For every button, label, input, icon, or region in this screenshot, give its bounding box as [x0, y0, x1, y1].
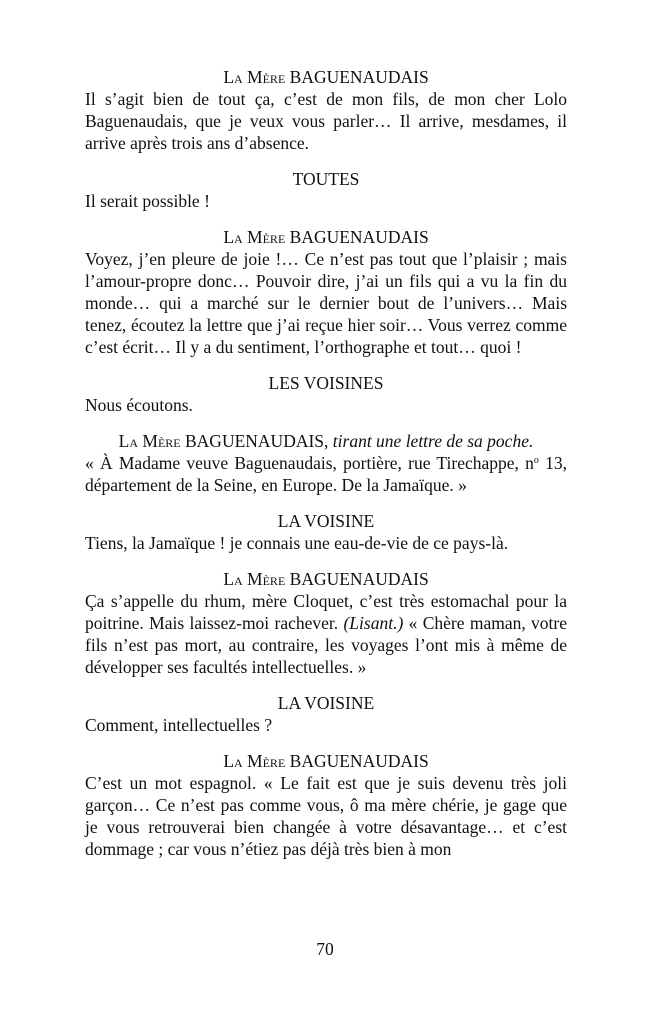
stage-direction: (Lisant.): [343, 613, 404, 633]
speaker-heading: [85, 168, 567, 190]
speaker-heading: [85, 430, 567, 452]
speech-text-part: 13, département de la Seine, en Europe. De la Jamaïque. »: [85, 453, 568, 495]
speaker-heading: [85, 692, 567, 714]
speech-text: Comment, intellectuelles ?: [85, 715, 273, 735]
speech-text: Il serait possible !: [85, 191, 210, 211]
dialogue-block: [85, 510, 567, 554]
speaker-name: LA VOISINE: [277, 511, 375, 531]
speaker-heading: [85, 66, 567, 88]
speaker-name: BAGUENAUDAIS,: [185, 431, 329, 451]
speaker-prefix: La Mère: [223, 751, 286, 771]
dialogue-block: [85, 372, 567, 416]
dialogue-block: [85, 430, 567, 496]
speaker-heading: [85, 372, 567, 394]
speaker-name: LA VOISINE: [277, 693, 375, 713]
dialogue-block: [85, 168, 567, 212]
dialogue-block: [85, 66, 567, 154]
speaker-name: BAGUENAUDAIS: [289, 569, 429, 589]
dialogue-block: [85, 692, 567, 736]
speech-text: [85, 590, 567, 678]
speech-text-part: Ça s’appelle du rhum, mère Cloquet, c’est très estomachal pour la poitrine. Mais laissez-moi rachever.: [85, 591, 567, 633]
speaker-prefix: La Mère: [223, 227, 286, 247]
speech-text: Tiens, la Jamaïque ! je connais une eau-de-vie de ce pays-là.: [85, 533, 509, 553]
speech-text: Nous écoutons.: [85, 395, 193, 415]
dialogue-block: [85, 226, 567, 358]
speaker-prefix: La Mère: [118, 431, 181, 451]
speaker-heading: [85, 510, 567, 532]
speaker-name: LES VOISINES: [268, 373, 384, 393]
speaker-prefix: La Mère: [223, 67, 286, 87]
speech-text: Il s’agit bien de tout ça, c’est de mon fils, de mon cher Lolo Baguenaudais, que je veux vous parler… Il arrive, mesdames, il arrive après trois ans d’absence.: [85, 89, 567, 153]
speaker-heading: [85, 750, 567, 772]
page-number: 70: [316, 939, 334, 959]
speaker-name: BAGUENAUDAIS: [289, 751, 429, 771]
speaker-name: BAGUENAUDAIS: [289, 67, 429, 87]
superscript: o: [533, 455, 539, 466]
dialogue-block: [85, 750, 567, 860]
dialogue-block: [85, 568, 567, 678]
speaker-name: TOUTES: [292, 169, 360, 189]
speech-text-part: « Chère maman, votre fils n’est pas mort, au contraire, les voyages l’ont mis à même de développer ses facultés intellectuelles. »: [85, 613, 568, 677]
speaker-heading: [85, 568, 567, 590]
speaker-prefix: La Mère: [223, 569, 286, 589]
speech-text-part: « À Madame veuve Baguenaudais, portière, rue Tirechappe, n: [85, 453, 534, 473]
stage-direction: tirant une lettre de sa poche.: [332, 431, 534, 451]
speaker-name: BAGUENAUDAIS: [289, 227, 429, 247]
speech-text: C’est un mot espagnol. « Le fait est que je suis devenu très joli garçon… Ce n’est pas comme vous, ô ma mère chérie, je gage que je vous retrouverai bien changée à votre désavantage… et c’est dommage ; car vous n’étiez pas déjà très bien à mon: [85, 773, 567, 859]
speaker-heading: [85, 226, 567, 248]
speech-text: [85, 452, 567, 496]
speech-text: Voyez, j’en pleure de joie !… Ce n’est pas tout que l’plaisir ; mais l’amour-propre donc… Pouvoir dire, j’ai un fils qui a vu la fin du monde… qui a marché sur le dernier bout de l’univers… Mais tenez, écoutez la lettre que j’ai reçue hier soir… Vous verrez comme c’est écrit… Il y a du sentiment, l’orthographe et tout… quoi !: [85, 249, 567, 357]
page-body: [85, 66, 567, 874]
